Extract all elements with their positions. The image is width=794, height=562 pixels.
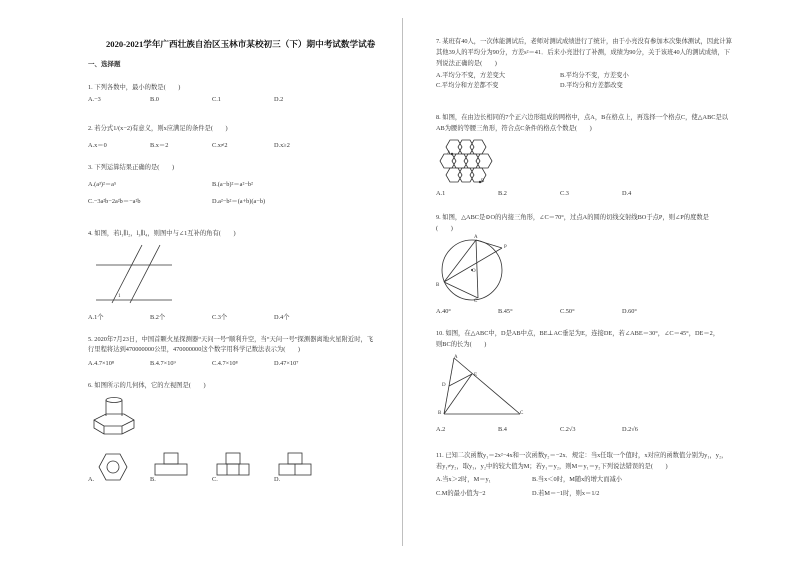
option-a[interactable]: A.2 xyxy=(436,426,446,433)
option-b[interactable]: B.2 xyxy=(498,190,507,197)
option-c[interactable]: C. xyxy=(212,476,218,483)
option-d[interactable]: D.若M＝−1时，则x＝1/2 xyxy=(532,490,600,497)
option-d[interactable]: D.a²−b²＝(a+b)(a−b) xyxy=(212,198,266,205)
option-c[interactable]: C.x≠2 xyxy=(212,142,228,149)
question-stem-line: 其他39人的平均分为90分，方差s²＝41．后来小亮进行了补测，成绩为90分，关于该班40人的测试成绩，下 xyxy=(436,49,730,56)
option-d[interactable]: D.x≥2 xyxy=(274,142,290,149)
question-stem-line: ( ) xyxy=(436,225,453,232)
option-c[interactable]: C.M的最小值为−2 xyxy=(436,490,486,497)
option-c[interactable]: C.4.7×10⁸ xyxy=(212,360,238,367)
option-a[interactable]: A.4.7×10⁸ xyxy=(88,360,115,367)
option-d[interactable]: D.47×10⁷ xyxy=(274,360,299,367)
option-d[interactable]: D.4 xyxy=(622,190,632,197)
option-b[interactable]: B.(a−b)²＝a²−b² xyxy=(212,181,253,188)
option-c[interactable]: C.50° xyxy=(560,308,575,315)
option-d[interactable]: D.平均分和方差都改变 xyxy=(560,82,623,89)
question-stem: 10. 如图，在△ABC中，D是AB中点，BE⊥AC垂足为E，连接DE，若∠ABE＝30°，∠C＝45°，DE＝2， xyxy=(436,330,720,337)
hexagon-view-figure xyxy=(98,452,128,482)
triangle-figure xyxy=(442,356,524,418)
section-heading: 一、选择题 xyxy=(88,61,121,68)
option-c[interactable]: C.3个 xyxy=(212,314,228,321)
option-b[interactable]: B.0 xyxy=(150,96,159,103)
option-a[interactable]: A.1 xyxy=(436,190,446,197)
view-option-d-figure xyxy=(278,452,312,476)
option-d[interactable]: D.2 xyxy=(274,96,284,103)
option-a[interactable]: A.x＝0 xyxy=(88,142,107,149)
question-stem: 11. 已知二次函数y₁＝2x²−4x和一次函数y₂＝−2x．规定：当x任取一个值时，x对应的函数值分别为y₁，y₂， xyxy=(436,452,728,459)
option-a[interactable]: A. xyxy=(88,476,95,483)
question-stem: 8. 如图，在由边长相同的7个正六边形组成的网格中，点A，B在格点上，再选择一个格点C，使△ABC是以 xyxy=(436,114,729,121)
point-label-a: A xyxy=(447,151,451,156)
option-a[interactable]: A.(a³)²＝a⁵ xyxy=(88,181,117,188)
column-divider xyxy=(402,18,403,546)
option-b[interactable]: B.4.7×10⁹ xyxy=(150,360,176,367)
question-stem-line: 则BC的长为( ) xyxy=(436,341,487,348)
option-d[interactable]: D.60° xyxy=(622,308,637,315)
point-label-c: C xyxy=(474,299,478,304)
question-stem: 7. 某班有40人，一次体能测试后，老师对测试成绩进行了统计，由于小亮没有参加本次集体测试，因此计算 xyxy=(436,38,732,45)
question-stem: 3. 下列运算结果正确的是( ) xyxy=(88,164,175,171)
svg-text:1: 1 xyxy=(118,294,121,299)
point-label-o: O xyxy=(472,269,476,274)
option-d[interactable]: D. xyxy=(274,476,281,483)
option-b[interactable]: B.45° xyxy=(498,308,513,315)
option-a[interactable]: A.1个 xyxy=(88,314,104,321)
question-stem: 4. 如图，若l₁∥l₂，l₃∥l₄，则图中与∠1互补的角有( ) xyxy=(88,230,236,237)
point-label-p: P xyxy=(504,245,507,250)
view-option-b-figure xyxy=(154,452,188,476)
point-label-a: A xyxy=(474,235,478,240)
question-stem: 9. 如图，△ABC是⊙O的内接三角形，∠C＝70°，过点A的圆的切线交射线BO于点P，则∠P的度数是 xyxy=(436,214,709,221)
bolt-solid-figure xyxy=(92,396,136,438)
option-b[interactable]: B.4 xyxy=(498,426,507,433)
option-a[interactable]: A.当x＞2时，M＝y₁ xyxy=(436,476,491,483)
question-stem-line: 列说法正确的是( ) xyxy=(436,60,497,67)
option-b[interactable]: B. xyxy=(150,476,156,483)
parallel-lines-figure xyxy=(94,243,174,305)
point-label-e: E xyxy=(474,373,478,378)
option-c[interactable]: C.1 xyxy=(212,96,221,103)
option-b[interactable]: B.平均分不变，方差变小 xyxy=(560,72,629,79)
question-stem: 2. 若分式1/(x−2)有意义，则x应满足的条件是( ) xyxy=(88,125,228,132)
point-label-b: B xyxy=(481,179,485,184)
option-c[interactable]: C.−3a²b−2a²b＝−a²b xyxy=(88,198,141,205)
option-c[interactable]: C.2√3 xyxy=(560,426,576,433)
option-a[interactable]: A.−3 xyxy=(88,96,101,103)
option-b[interactable]: B.当x＜0时，M随x的增大而减小 xyxy=(532,476,623,483)
option-c[interactable]: C.3 xyxy=(560,190,569,197)
option-b[interactable]: B.2个 xyxy=(150,314,166,321)
point-label-b: B xyxy=(436,283,440,288)
option-a[interactable]: A.平均分不变，方差变大 xyxy=(436,72,506,79)
option-d[interactable]: D.2√6 xyxy=(622,426,638,433)
point-label-a: A xyxy=(454,355,458,360)
question-stem-line: 若y₁≠y₂，取y₁，y₂中的较大值为M；若y₁＝y₂，则M＝y₁＝y₂下列说法错误的是( ) xyxy=(436,463,668,470)
question-stem-line: 行里程将达到470000000公里，470000000这个数字用科学记数法表示为( ) xyxy=(88,346,300,353)
point-label-c: C xyxy=(520,411,524,416)
view-option-c-figure xyxy=(216,452,250,476)
question-stem: 1. 下列各数中，最小的数是( ) xyxy=(88,84,181,91)
question-stem: 5. 2020年7月23日，中国首颗火星探测器“天问一号”顺利升空，当“天问一号”探测器离地火星附近时，飞 xyxy=(88,336,374,343)
option-c[interactable]: C.平均分和方差都不变 xyxy=(436,82,499,89)
question-stem: 6. 如图所示的几何体，它的左视图是( ) xyxy=(88,382,206,389)
point-label-b: B xyxy=(438,411,442,416)
option-b[interactable]: B.x＝2 xyxy=(150,142,169,149)
option-a[interactable]: A.40° xyxy=(436,308,451,315)
option-d[interactable]: D.4个 xyxy=(274,314,290,321)
point-label-d: D xyxy=(442,383,446,388)
question-stem-line: AB为腰的等腰三角形，符合点C条件的格点个数是( ) xyxy=(436,125,592,132)
exam-title: 2020-2021学年广西壮族自治区玉林市某校初三（下）期中考试数学试卷 xyxy=(106,39,376,49)
